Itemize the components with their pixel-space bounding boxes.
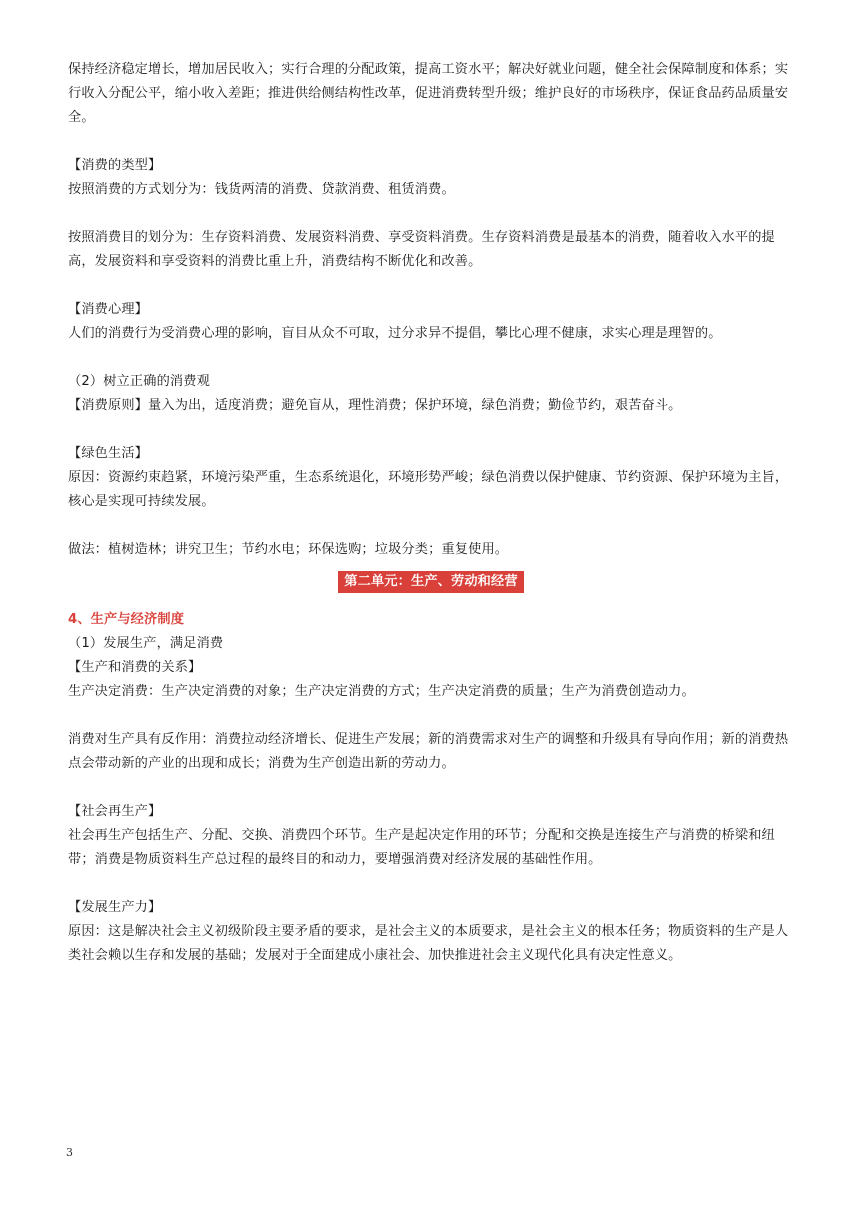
unit-banner: 第二单元：生产、劳动和经营 (338, 571, 523, 593)
spacer (68, 274, 794, 298)
paragraph-consumer-psychology: 人们的消费行为受消费心理的影响，盲目从众不可取，过分求异不提倡，攀比心理不健康，求实心理是理智的。 (68, 326, 722, 341)
spacer (68, 202, 794, 226)
paragraph-consumption-reacts: 消费对生产具有反作用：消费拉动经济增长、促进生产发展；新的消费需求对生产的调整和升级具有导向作用；新的消费热点会带动新的产业的出现和成长；消费为生产创造出新的劳动力。 (68, 732, 789, 771)
paragraph-green-method: 做法：植树造林；讲究卫生；节约水电；环保选购；垃圾分类；重复使用。 (68, 542, 509, 557)
paragraph-types-by-method: 按照消费的方式划分为：钱货两清的消费、贷款消费、租赁消费。 (68, 182, 455, 197)
heading-consumer-psychology: 【消费心理】 (68, 302, 149, 317)
page-number: 3 (66, 1146, 73, 1159)
heading-production-consumption-relation: 【生产和消费的关系】 (68, 660, 202, 675)
spacer (68, 418, 794, 442)
unit-banner-row (68, 570, 794, 594)
paragraph-green-reason: 原因：资源约束趋紧，环境污染严重，生态系统退化，环境形势严峻；绿色消费以保护健康、节约资源、保护环境为主旨，核心是实现可持续发展。 (68, 470, 789, 509)
spacer (68, 514, 794, 538)
heading-green-living: 【绿色生活】 (68, 446, 149, 461)
paragraph-income-measures: 保持经济稳定增长，增加居民收入；实行合理的分配政策，提高工资水平；解决好就业问题，健全社会保障制度和体系；实行收入分配公平，缩小收入差距；推进供给侧结构性改革，促进消费转型升级；维护良好的市场秩序，保证食品药品质量安全。 (68, 62, 789, 125)
heading-social-reproduction: 【社会再生产】 (68, 804, 162, 819)
document-body (68, 58, 794, 968)
section-title-production: 4、生产与经济制度 (68, 612, 185, 627)
heading-consumption-types: 【消费的类型】 (68, 158, 162, 173)
spacer (68, 704, 794, 728)
heading-productive-forces: 【发展生产力】 (68, 900, 162, 915)
paragraph-consumption-principles: 【消费原则】量入为出，适度消费；避免盲从，理性消费；保护环境，绿色消费；勤俭节约，艰苦奋斗。 (68, 398, 682, 413)
paragraph-production-decides: 生产决定消费：生产决定消费的对象；生产决定消费的方式；生产决定消费的质量；生产为消费创造动力。 (68, 684, 695, 699)
spacer (68, 130, 794, 154)
spacer (68, 872, 794, 896)
heading-correct-consumption-view: （2）树立正确的消费观 (68, 374, 210, 389)
spacer (68, 776, 794, 800)
paragraph-productive-forces: 原因：这是解决社会主义初级阶段主要矛盾的要求，是社会主义的本质要求，是社会主义的根本任务；物质资料的生产是人类社会赖以生存和发展的基础；发展对于全面建成小康社会、加快推进社会主义现代化具有决定性意义。 (68, 924, 789, 963)
paragraph-social-reproduction: 社会再生产包括生产、分配、交换、消费四个环节。生产是起决定作用的环节；分配和交换是连接生产与消费的桥梁和纽带；消费是物质资料生产总过程的最终目的和动力，要增强消费对经济发展的基础性作用。 (68, 828, 775, 867)
heading-develop-production: （1）发展生产，满足消费 (68, 636, 224, 651)
paragraph-types-by-purpose: 按照消费目的划分为：生存资料消费、发展资料消费、享受资料消费。生存资料消费是最基本的消费，随着收入水平的提高，发展资料和享受资料的消费比重上升，消费结构不断优化和改善。 (68, 230, 775, 269)
spacer (68, 346, 794, 370)
